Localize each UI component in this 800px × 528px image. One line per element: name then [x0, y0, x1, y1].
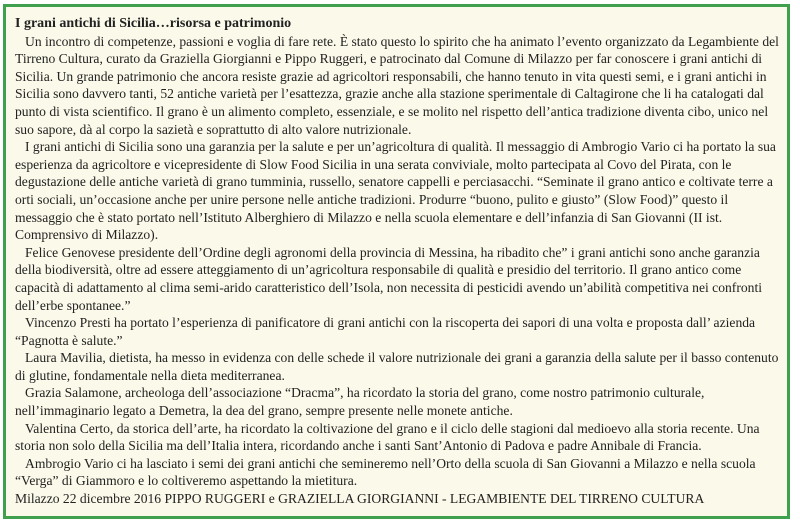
- article-signature: Milazzo 22 dicembre 2016 PIPPO RUGGERI e GRAZIELLA GIORGIANNI - LEGAMBIENTE DEL TIRRENO CULTURA: [15, 491, 705, 507]
- paragraph-vincenzo-presti: Vincenzo Presti ha portato l’esperienza di panificatore di grani antichi con la riscoperta dei sapori di una volta e proposta dall’ azienda “Pagnotta è salute.”: [15, 315, 756, 348]
- article-frame: [3, 4, 790, 519]
- article-title: I grani antichi di Sicilia…risorsa e patrimonio: [15, 16, 292, 31]
- paragraph-laura-mavilia: Laura Mavilia, dietista, ha messo in evidenza con delle schede il valore nutrizionale dei grani a garanzia della salute per il basso contenuto di glutine, fondamentale nella dieta mediterranea.: [15, 350, 779, 383]
- paragraph-ambrogio-vario: I grani antichi di Sicilia sono una garanzia per la salute e per un’agricoltura di qualità. Il messaggio di Ambrogio Vario ci ha portato la sua esperienza da agricoltore e vicepresidente di Slow Food Sicilia in una serata conviviale, molto partecipata al Covo del Pirata, con le degustazione delle antiche varietà di grano tumminia, russello, senatore cappelli e perciasacchi. “Seminate il grano antico e coltivate terre a orti sociali, un’occasione anche per unire persone nelle antiche tradizioni. Produrre “buono, pulito e giusto” (Slow Food)” questo il messaggio che è stato portato nell’Istituto Alberghiero di Milazzo e nella scuola elementare e dell’infanzia di San Giovanni (II ist. Comprensivo di Milazzo).: [15, 139, 776, 243]
- article-body: [15, 15, 785, 508]
- paragraph-felice-genovese: Felice Genovese presidente dell’Ordine degli agronomi della provincia di Messina, ha ribadito che” i grani antichi sono anche garanzia della biodiversità, oltre ad essere atteggiamento di un’agricoltura responsabile di qualità e presidio del territorio. Il grano antico come capacità di adattamento al clima semi-arido caratteristico dell’Isola, non necessita di pesticidi avendo un’abilità competitiva nei confronti dell’erbe spontanee.”: [15, 244, 762, 313]
- paragraph-grazia-salamone: Grazia Salamone, archeologa dell’associazione “Dracma”, ha ricordato la storia del grano, come nostro patrimonio culturale, nell’immaginario legato a Demetra, la dea del grano, sempre presente nelle monete antiche.: [15, 385, 705, 419]
- paragraph-intro: Un incontro di competenze, passioni e voglia di fare rete. È stato questo lo spirito che ha animato l’evento organizzato da Legambiente del Tirreno Cultura, curato da Graziella Giorgianni e Pippo Ruggeri, e patrocinato dal Comune di Milazzo per far conoscere i grani antichi di Sicilia. Un grande patrimonio che ancora resiste grazie ad agricoltori responsabili, che hanno tenuto in vita questi semi, e i grani antichi in Sicilia sono davvero tanti, 52 antiche varietà per l’esattezza, grazie anche alla stazione sperimentale di Caltagirone che li ha catalogati dal punto di vista scientifico. Il grano è un alimento completo, essenziale, e se molito nel rispetto dell’antica tradizione diventa cibo, unico nel suo sapore, dà al corpo la sazietà e soprattutto di alto valore nutrizionale.: [15, 33, 779, 137]
- paragraph-semi: Ambrogio Vario ci ha lasciato i semi dei grani antichi che semineremo nell’Orto della scuola di San Giovanni a Milazzo e nella scuola “Verga” di Giammoro e lo coltiveremo aspettando la mietitura.: [15, 455, 756, 489]
- paragraph-valentina-certo: Valentina Certo, da storica dell’arte, ha ricordato la coltivazione del grano e il ciclo delle stagioni dal medioevo alla storia recente. Una storia non solo della Sicilia ma dell’Italia intera, ricordando anche i santi Sant’Antonio di Padova e padre Annibale di Francia.: [15, 420, 760, 454]
